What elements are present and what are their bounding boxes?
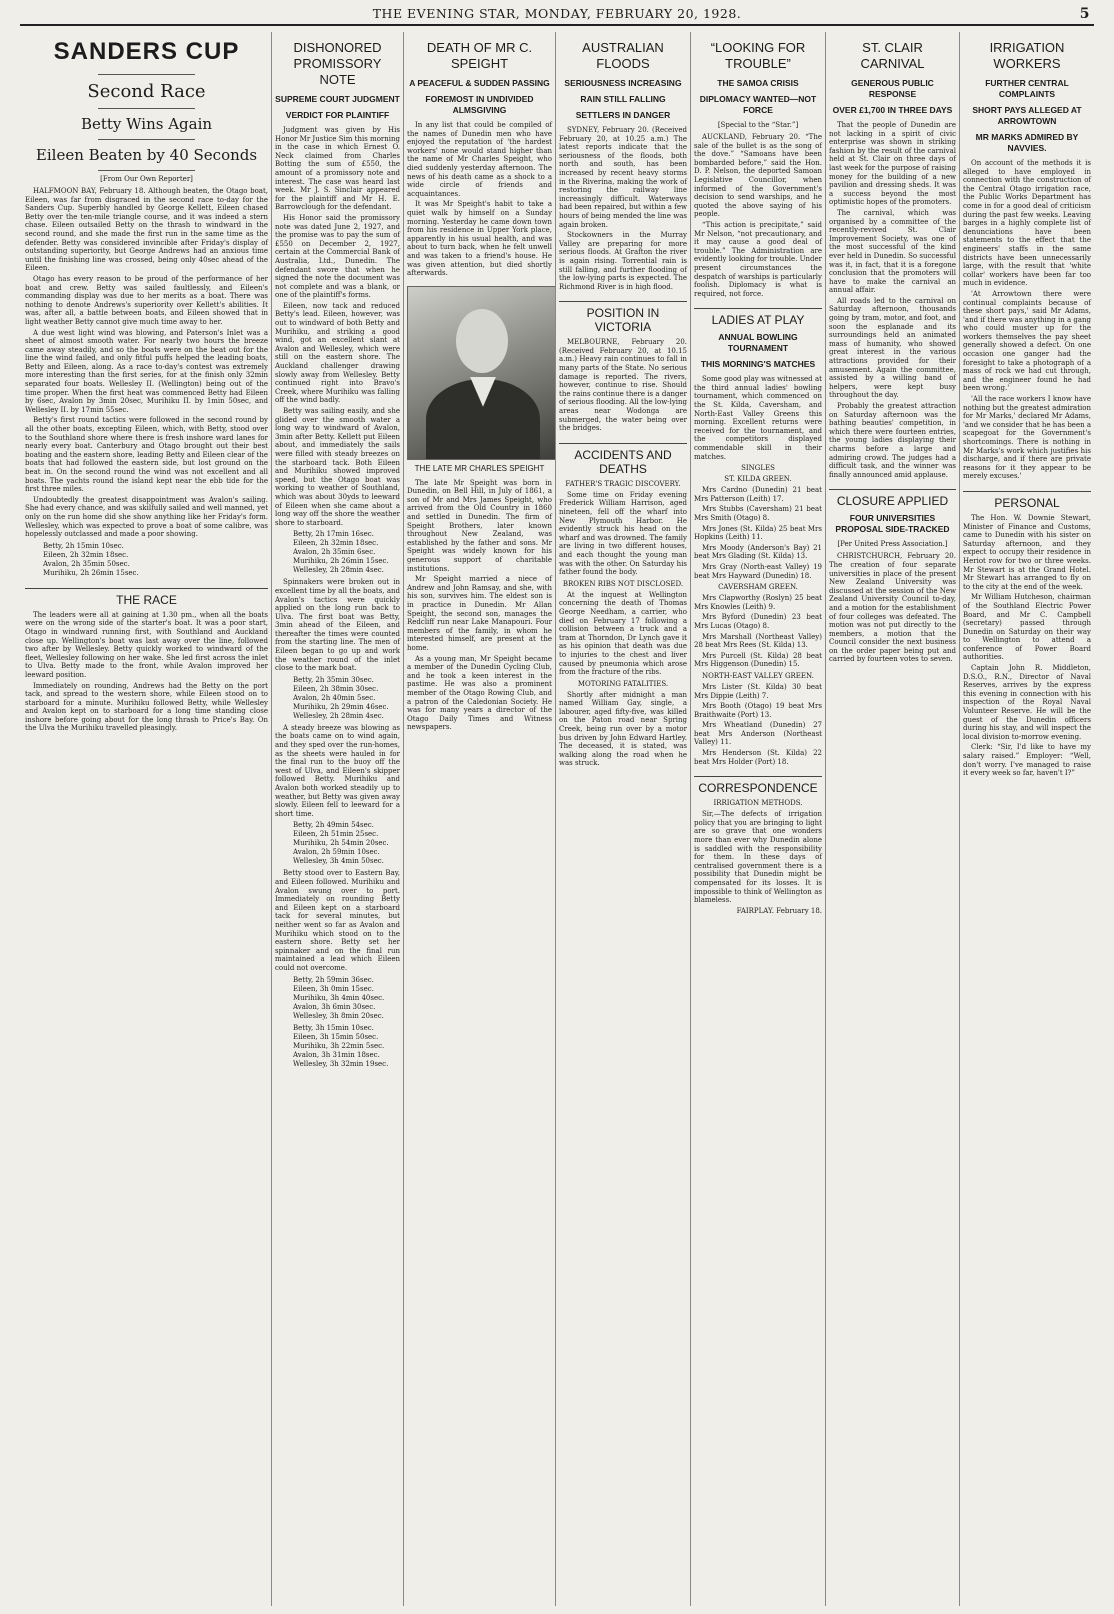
result-item: Mrs Stubbs (Caversham) 21 beat Mrs Smith (Otago) 8. xyxy=(694,505,822,522)
byline: [From Our Own Reporter] xyxy=(100,175,193,183)
race-time: Avalon, 2h 40min 5sec. xyxy=(293,693,376,702)
race-time: Murihiku, 2h 26min 15sec. xyxy=(293,557,389,566)
paragraph: Eileen, now tack and reduced Betty's lead. Eileen, however, was out to windward of both Betty and Murihiku, and striking a good wind, got an excellent slant at Avalon and Wellesley, which were still on the eastern shore. The Auckland challenger drawing slowly away from Wellesley. Betty continued right into Bravo's Creek, where Murihiku was falling off the wind badly. xyxy=(275,301,400,405)
race-time: Murihiku, 3h 22min 5sec. xyxy=(293,1041,385,1050)
race-time: Murihiku, 2h 29min 46sec. xyxy=(293,702,389,711)
race-times-list xyxy=(293,676,400,721)
paragraph: The late Mr Speight was born in Dunedin, on Bell Hill, in July of 1861, a son of Mr and Mrs James Speight, who arrived from the Old Country in 1860 and settled in Dunedin. The firm of Speight Brothers, later known throughout New Zealand, was established by the father and sons. Mr Speight was widely known for his generous support of charitable institutions. xyxy=(407,478,552,573)
paragraph: CHRISTCHURCH, February 20. The creation of four separate universities in place of the present New Zealand University was discussed at the session of the New Zealand University Council to-day, and a motion for the establishment of four colleges was defeated. The motion was not put directly to the members, a motion that the Council consider the next business on the order paper being put and carried by fourteen votes to seven. xyxy=(829,552,956,664)
subhead-almsgiving: FOREMOST IN UNDIVIDED ALMSGIVING xyxy=(425,94,534,115)
subhead-irrigation-methods: IRRIGATION METHODS. xyxy=(713,799,803,808)
race-time: Betty, 2h 15min 10sec. xyxy=(43,541,124,550)
paragraph: As a young man, Mr Speight became a member of the Dunedin Cycling Club, and he took a keen interest in the pastime. He was also a prominent member of the Otago Rowing Club, and a patron of the Caledonian Society. He was for many years a director of the Otago Daily Times and Witness newspapers. xyxy=(407,654,552,732)
headline-st-clair-carnival: ST. CLAIR CARNIVAL xyxy=(860,40,925,71)
race-time: Wellesley, 2h 28min 4sec. xyxy=(293,711,384,720)
subhead-rain-falling: RAIN STILL FALLING xyxy=(580,94,666,104)
article-body xyxy=(275,126,400,527)
paragraph: All roads led to the carnival on Saturday afternoon, thousands going by tram, motor, and foot, and soon the esplanade and its surroundings held an animated mass of humanity, who showed great interest in the various attractions provided for their amusement. Again the committee, assisted by a willing band of helpers, were kept busy throughout the day. xyxy=(829,296,956,400)
race-time: Avalon, 3h 31min 18sec. xyxy=(293,1050,380,1059)
divider xyxy=(98,170,195,171)
article-body xyxy=(963,514,1091,778)
article-body xyxy=(559,591,687,677)
race-time: Eileen, 2h 32min 18sec. xyxy=(43,550,129,559)
result-item: Mrs Booth (Otago) 19 beat Mrs Braithwaite (Port) 13. xyxy=(694,702,822,719)
paragraph: MELBOURNE, February 20. (Received February 20, at 10.15 a.m.) Heavy rain continues to fall in many parts of the State. No serious damage is reported. The rivers, however, continue to rise. Should the rains continue there is a danger of serious flooding. All the low-lying areas near Wodonga are submerged, the water being over the bridges. xyxy=(559,338,687,433)
headline-irrigation-workers: IRRIGATION WORKERS xyxy=(989,40,1065,71)
article-body xyxy=(694,133,822,298)
article-body xyxy=(275,869,400,972)
subhead-peaceful-passing: A PEACEFUL & SUDDEN PASSING xyxy=(409,78,550,88)
section-personal: PERSONAL xyxy=(963,491,1091,510)
subhead-settlers: SETTLERS IN DANGER xyxy=(575,110,671,120)
divider xyxy=(98,139,195,140)
results-list xyxy=(694,486,822,580)
race-times-list xyxy=(293,530,400,575)
section-ladies-at-play: LADIES AT PLAY xyxy=(694,308,822,327)
race-time: Murihiku, 3h 4min 40sec. xyxy=(293,993,385,1002)
paragraph: Probably the greatest attraction on Saturday afternoon was the bathing beauties' competition, in which there were fourteen entries, the young ladies displaying their charms before a large and admiring crowd. The judges had a difficult task, and the winner was finally announced amid applause. xyxy=(829,402,956,479)
article-body xyxy=(559,126,687,291)
race-time: Wellesley, 2h 28min 4sec. xyxy=(293,566,384,575)
race-time: Betty, 2h 49min 54sec. xyxy=(293,821,374,830)
paragraph: “This action is precipitate,” said Mr Nelson, “not precautionary, and it may cause a good deal of trouble.” The Administration are evidently looking for trouble. Under present circumstances the despatch of warships is particularly foolish. Diplomacy is what is required, not force. xyxy=(694,220,823,298)
section-accidents-deaths: ACCIDENTS AND DEATHS xyxy=(559,443,687,476)
subhead-bowling-tournament: ANNUAL BOWLING TOURNAMENT xyxy=(718,332,798,354)
paragraph: Immediately on rounding, Andrews had the Betty on the port tack, and spread to the western shore, while Eileen stood on to starboard for a minute. Murihiku followed Betty, while Wellesley and Avalon kept on to starboard for a long time standing close inshore before going about for the long thrash to Price's Bay. On the Ulva the Murihiku travelled pleasingly. xyxy=(25,681,268,733)
article-body xyxy=(407,121,552,278)
race-times-list xyxy=(43,542,268,578)
race-time: Eileen, 3h 0min 15sec. xyxy=(293,984,374,993)
column-australian-floods xyxy=(556,32,691,1606)
result-item: Mrs Marshall (Northeast Valley) 28 beat Mrs Rees (St. Kilda) 13. xyxy=(694,632,822,650)
result-item: Mrs Moody (Anderson's Bay) 21 beat Mrs Glading (St. Kilda) 13. xyxy=(694,543,822,561)
subhead-caversham-green: CAVERSHAM GREEN. xyxy=(718,583,798,592)
subhead-central-complaints: FURTHER CENTRAL COMPLAINTS xyxy=(985,78,1069,99)
result-item: Mrs Gray (North-east Valley) 19 beat Mrs Hayward (Dunedin) 18. xyxy=(694,562,822,580)
article-body xyxy=(694,375,822,461)
race-time: Murihiku, 2h 26min 15sec. xyxy=(43,568,139,577)
column-st-clair-carnival xyxy=(826,32,960,1606)
subhead-samoa-crisis: THE SAMOA CRISIS xyxy=(717,78,799,88)
race-time: Eileen, 2h 32min 18sec. xyxy=(293,539,379,548)
paragraph: HALFMOON BAY, February 18. Although beaten, the Otago boat, Eileen, was far from disgraced in the second race to-day for the Sanders Cup. Superbly handled by George Kellett, Eileen chased Betty over the ten-mile triangle course, and it was indeed a stern chase. Eileen outsailed Betty on the thrash to windward in the second round, and she made the first run in the same time as the defender. Betty was considered invincible after Friday's display of outstanding superiority, but George Andrews had an anxious time until the finishing line was crossed, being only 40sec ahead of the Eileen. xyxy=(25,187,268,273)
result-item: Mrs Cardno (Dunedin) 21 beat Mrs Patterson (Leith) 17. xyxy=(694,486,822,503)
section-position-victoria: POSITION IN VICTORIA xyxy=(559,301,687,334)
subhead-marks-admired: MR MARKS ADMIRED BY NAVVIES. xyxy=(975,132,1079,153)
race-time: Betty, 2h 35min 30sec. xyxy=(293,675,374,684)
paragraph: Some time on Friday evening Frederick William Harrison, aged nineteen, fell off the wharf into New Plymouth Harbor. He evidently struck his head on the wharf and was drowned. The family are living in two different houses, and each thought the young man was with the other. On Saturday his father found the body. xyxy=(559,490,687,577)
article-body xyxy=(829,552,956,664)
subhead-motoring-fatalities: MOTORING FATALITIES. xyxy=(577,679,669,688)
race-time: Betty, 2h 17min 16sec. xyxy=(293,530,374,539)
column-irrigation-workers xyxy=(960,32,1094,1606)
paragraph: Some good play was witnessed at the third annual ladies' bowling tournament, which commenced on the St. Kilda, Caversham, and North-East Valley Greens this morning. Excellent returns were received for the tournament, and the competitors displayed commendable skill in their matches. xyxy=(694,375,822,461)
portrait-photo xyxy=(407,286,556,460)
section-correspondence: CORRESPONDENCE xyxy=(694,776,822,795)
paragraph: At the inquest at Wellington concerning the death of Thomas George Needham, a carrier, who died on February 17 following a collision between a truck and a tram at Thorndon, Dr Lynch gave it as his opinion that death was due to injuries to the chest and liver caused by pneumonia which arose from the fracture of the ribs. xyxy=(559,590,687,677)
masthead-title: THE EVENING STAR, MONDAY, FEBRUARY 20, 1928. xyxy=(372,6,742,21)
headline-death-speight: DEATH OF MR C. SPEIGHT xyxy=(426,40,533,71)
article-body xyxy=(407,479,552,732)
race-time: Eileen, 3h 15min 50sec. xyxy=(293,1032,379,1041)
paragraph: Otago has every reason to be proud of the performance of her boat and crew. Betty was sailed faultlessly, and Eileen's commanding display was due to her merits as a boat. There was nothing to denote Andrews's superiority over Kellett's abilities. It was, after all, a battle between boats, and Eileen showed that in light weather Betty cannot give much time away to her. xyxy=(25,274,268,326)
subhead-betty-wins: Betty Wins Again xyxy=(80,115,213,133)
paragraph: Stockowners in the Murray Valley are preparing for more serious floods. At Grafton the river is again rising. Torrential rain is still falling, and further flooding of the low-lying parts is expected. The Richmond River is in high flood. xyxy=(559,231,687,291)
result-item: Mrs Lister (St. Kilda) 30 beat Mrs Dippie (Leith) 7. xyxy=(694,682,822,700)
race-times-list xyxy=(293,821,400,866)
article-body xyxy=(559,338,687,433)
race-time: Avalon, 2h 59min 10sec. xyxy=(293,848,380,857)
result-item: Mrs Henderson (St. Kilda) 22 beat Mrs Holder (Port) 18. xyxy=(694,749,822,766)
subhead-over-1700: OVER £1,700 IN THREE DAYS xyxy=(832,105,953,115)
newspaper-columns xyxy=(22,32,1094,1606)
paragraph: Spinnakers were broken out in excellent time by all the boats, and Avalon's tactics were quickly applied on the long run back to Ulva. The first boat was Betty, 3min ahead of the Eileen, and thereafter the times were counted from the starting line. The men of Eileen began to go up and work the weather round of the inlet close to the mark boat. xyxy=(275,578,400,673)
race-time: Eileen, 2h 38min 30sec. xyxy=(293,684,379,693)
race-time: Betty, 2h 59min 36sec. xyxy=(293,975,374,984)
masthead xyxy=(20,4,1094,26)
results-list xyxy=(694,683,822,766)
race-time: Avalon, 2h 35min 50sec. xyxy=(43,559,130,568)
headline-sanders-cup: SANDERS CUP xyxy=(53,38,240,65)
column-samoa-bowling xyxy=(691,32,826,1606)
divider xyxy=(98,74,195,75)
paragraph: Captain John R. Middleton, D.S.O., R.N., Director of Naval Reserves, arrives by the express this evening in connection with his inspection of the Royal Naval Volunteer Reserve. He will be the guest of the Dunedin officers during his stay, and will inspect the local division to-morrow evening. xyxy=(963,664,1091,741)
race-times-list xyxy=(293,976,400,1021)
subhead-eileen-beaten: Eileen Beaten by 40 Seconds xyxy=(35,146,258,164)
paragraph: Judgment was given by His Honor Mr Justice Sim this morning in the case in which Ernest O. Neck claimed from Charles Botting the sum of £550, the amount of a promissory note and interest. The case was heard last week. Mr J. S. Sinclair appeared for the plaintiff and Mr H. E. Barrowclough for the defendant. xyxy=(275,126,400,212)
paragraph: A due west light wind was blowing, and Paterson's Inlet was a sheet of almost smooth water. For nearly two hours the breeze came away steadily, and so the boats were on the beat out for the line the wind failed, and only fitful puffs helped the leading boats, Betty and Eileen, along. As a race to-day's contest was extremely more interesting than the first series, for at the finish only 32min separated four boats. Wellesley II. (Wellington) being out of the time proper. When the first heat was commenced Betty had Eileen by 6sec, Avalon by 3min 20sec, Murihiku II. by 1min 50sec, and Wellesley II. by 17min 55sec. xyxy=(25,328,268,414)
paragraph: Betty stood over to Eastern Bay, and Eileen followed. Murihiku and Avalon swung over to port. Immediately on rounding Betty and Eileen kept on a starboard tack for several minutes, but neither went so far as Avalon and Murihiku which stood on to the eastern shore. Betty set her spinnaker and on the final run maintained a lead which Eileen could not overcome. xyxy=(275,869,400,972)
paragraph: A steady breeze was blowing as the boats came on to wind again, and they sped over the run-homes, as the sheets were hauled in for the final run to the buoy off the west of Ulva, and Eileen's skipper followed Betty. Murihiku and Avalon both worked steadily up to weather, but Betty was given away slowly. Eileen fell to leeward for a short time. xyxy=(275,723,400,818)
result-item: Mrs Clapworthy (Roslyn) 25 beat Mrs Knowles (Leith) 9. xyxy=(694,594,822,611)
article-body xyxy=(275,578,400,673)
subhead-seriousness: SERIOUSNESS INCREASING xyxy=(564,78,682,88)
section-closure-applied: CLOSURE APPLIED xyxy=(829,489,956,508)
paragraph: That the people of Dunedin are not lacking in a spirit of civic enterprise was shown in striking fashion by the result of the carnival held at St. Clair on three days of last week for the purpose of raising money for the building of a new pavilion and dressing sheds. It was a success beyond the most optimistic hopes of the promoters. xyxy=(829,121,956,207)
article-body xyxy=(25,187,268,539)
article-body xyxy=(559,491,687,577)
subhead-st-kilda-green: ST. KILDA GREEN. xyxy=(724,475,792,484)
article-body xyxy=(829,121,956,479)
paragraph: His Honor said the promissory note was dated June 2, 1927, and the promise was to pay the sum of £550 on December 2, 1927, certain at the Commercial Bank of Australia, Ltd., Dunedin. The defendant swore that when he signed the note the document was not complete and was a blank, or one of the plaintiff's forms. xyxy=(275,213,400,300)
paragraph: 'At Arrowtown there were continual complaints because of these short pays,' said Mr Adams, 'and if there was anything in a gang who could muster up for the workers themselves the pay sheet generally showed a defect. On one occasion one ganger had the foresight to take a photograph of a mass of rock we had cut through, and the engineer found he had been wrong.' xyxy=(963,289,1091,393)
article-body xyxy=(25,611,268,733)
press-credit: [Per United Press Association.] xyxy=(837,540,948,549)
paragraph: The carnival, which was organised by a committee of the recently-revived St. Clair Improvement Society, was one of the most successful of the kind ever held in Dunedin. So successful was it, in fact, that it is a foregone conclusion that the promoters will have to make the carnival an annual affair. xyxy=(829,208,956,295)
article-body xyxy=(963,159,1091,481)
subhead-universities-sidetracked: FOUR UNIVERSITIES PROPOSAL SIDE-TRACKED xyxy=(835,513,950,535)
column-promissory-note xyxy=(272,32,404,1606)
paragraph: In any list that could be compiled of the names of Dunedin men who have enjoyed the reputation of 'the hardest workers' none would stand higher than the name of Mr Charles Speight, who died suddenly yesterday afternoon. The news of his death came as a shock to a wide circle of friends and acquaintances. xyxy=(407,121,552,198)
paragraph: Betty's first round tactics were followed in the second round by all the other boats, excepting Eileen, which, with Betty, stood over to the Southland shore where there is fresh inshore ward lanes for nearly every boat. Canterbury and Otago brought out their best boating and the eastern shore, leading Betty and Eileen clear of the boats that had followed the eastern side, but lost ground on the beat in. On the second round the wind was not excellent and all boats. The yachts round the island kept near the ebb tide for the first three miles. xyxy=(25,416,268,494)
page-number: 5 xyxy=(1079,6,1090,22)
subhead-singles: SINGLES xyxy=(741,464,775,473)
race-time: Wellesley, 3h 32min 19sec. xyxy=(293,1059,389,1068)
paragraph: AUCKLAND, February 20. “The sale of the bullet is as the song of the dove.” “Samoans have been bombarded before,” said the Hon. D. P. Nelson, the deported Samoan Legislative Councillor, when informed of the Government's decision to send warships, and he quoted the above saying of his people. xyxy=(694,133,822,219)
paragraph-joke: Clerk: “Sir, I'd like to have my salary raised.” Employer: “Well, don't worry. I've managed to raise it every week so far, haven't I?” xyxy=(963,743,1091,778)
subhead-mornings-matches: THIS MORNING'S MATCHES xyxy=(700,359,816,370)
article-body xyxy=(694,810,822,905)
paragraph: The Hon. W. Downie Stewart, Minister of Finance and Customs, came to Dunedin with his sister on Saturday afternoon, and they expect to occupy their residence in Heriot row for two or three weeks. Mr Stewart is at the Grand Hotel. Mr Stewart has arranged to fly on to the city at the end of the week. xyxy=(963,513,1091,591)
race-time: Eileen, 2h 51min 25sec. xyxy=(293,830,379,839)
paragraph: It was Mr Speight's habit to take a quiet walk by himself on a Sunday morning. Yesterday he came down town from his residence in Upper York place, apparently in his usual health, and was about to turn back, when he felt unwell and was taken to a friend's house. He was given attention, but died shortly afterwards. xyxy=(407,200,552,278)
letter-signature: FAIRPLAY. February 18. xyxy=(736,906,822,915)
paragraph: Shortly after midnight a man named William Gay, single, a labourer, aged fifty-five, was killed on the Paton road near Spring Creek, being run over by a motor bus driven by John Edward Hartley. The deceased, it is stated, was walking along the road when he was struck. xyxy=(559,690,687,768)
results-list xyxy=(694,594,822,669)
paragraph: SYDNEY, February 20. (Received February 20, at 10.25 a.m.) The latest reports indicate that the seriousness of the floods, both north and south, has been increased by recent heavy storms in the Riverina, making the work of restoring the railway line increasingly difficult. Waterways had been repaired, but within a few hours of being mended the line was again broken. xyxy=(559,126,687,229)
divider xyxy=(98,108,195,109)
subhead-north-east-valley-green: NORTH-EAST VALLEY GREEN. xyxy=(702,671,814,680)
paragraph: 'All the race workers I know have nothing but the greatest admiration for Mr Marks,' declared Mr Adams, 'and we consider that he has been a scapegoat for the Government's shortcomings. There is nothing in Mr Marks's work which justifies his discharge, and if there are private reasons for it they appear to be merely excuses.' xyxy=(963,395,1091,481)
race-time: Wellesley, 3h 8min 20sec. xyxy=(293,1011,384,1020)
column-speight-obituary xyxy=(404,32,556,1606)
paragraph: Mr William Hutcheson, chairman of the Southland Electric Power Board, and Mr C. Campbell (secretary) passed through Dunedin on Saturday on their way to Wellington to attend a conference of Power Board authorities. xyxy=(963,593,1091,662)
paragraph: On account of the methods it is alleged to have employed in connection with the construction of the Central Otago irrigation race, the Public Works Department has come in for a good deal of criticism during the past few weeks. Leaving barges in a highly complete list of denunciations have been statements to the effect that the engineers' staffs in the same districts have been unnecessarily large, with the result that 'white collar' workers have been far too much in evidence. xyxy=(963,159,1091,288)
race-time: Avalon, 2h 35min 6sec. xyxy=(293,548,376,557)
article-body xyxy=(559,691,687,768)
subhead-supreme-court: SUPREME COURT JUDGMENT xyxy=(275,94,400,104)
result-item: Mrs Byford (Dunedin) 23 beat Mrs Lucas (Otago) 8. xyxy=(694,613,822,630)
paragraph: Undoubtedly the greatest disappointment was Avalon's sailing. She had every chance, and was skilfully sailed and well manned, yet only on the run home did she show anything like her Friday's form. Wellesley, which was expected to prove a boat of some calibre, was hopelessly outclassed and made a poor showing. xyxy=(25,495,269,539)
article-body xyxy=(275,724,400,819)
result-item: Mrs Purcell (St. Kilda) 28 beat Mrs Higgenson (Dunedin) 15. xyxy=(694,651,822,669)
photo-caption: THE LATE MR CHARLES SPEIGHT xyxy=(414,463,545,473)
headline-looking-for-trouble: “LOOKING FOR TROUBLE” xyxy=(710,40,806,71)
race-time: Betty, 3h 15min 10sec. xyxy=(293,1023,374,1032)
race-time: Murihiku, 2h 54min 20sec. xyxy=(293,839,389,848)
subhead-fathers-discovery: FATHER'S TRAGIC DISCOVERY. xyxy=(565,479,681,488)
headline-dishonored-note: DISHONORED PROMISSORY NOTE xyxy=(293,40,382,87)
race-time: Wellesley, 3h 4min 50sec. xyxy=(293,857,384,866)
subhead-public-response: GENEROUS PUBLIC RESPONSE xyxy=(851,78,934,99)
paragraph: Betty was sailing easily, and she glided over the smooth water a long way to windward of Avalon, 3min after Betty. Kellett put Eileen about, and immediately the sails were filled with steady breezes on the starboard tack. Both Eileen and Murihiku showed improved speed, but the Otago boat was working to weather of Southland, which was about 30yds to leeward of Eileen when she came about a long way off the shore the weather shore to starboard. xyxy=(275,407,400,527)
column-sanders-cup xyxy=(22,32,272,1606)
race-time: Avalon, 3h 6min 30sec. xyxy=(293,1002,376,1011)
subhead-short-pays: SHORT PAYS ALLEGED AT ARROWTOWN xyxy=(972,105,1082,126)
special-credit: [Special to the “Star.”] xyxy=(717,121,799,129)
paragraph: Mr Speight married a niece of Andrew and John Ramsay, and she, with his son, survives him. The eldest son is in practice in Dunedin. Mr Allan Speight, the second son, manages the Redcliff run near Lake Manapouri. Four members of the family, in whom he interested himself, are present at the home. xyxy=(407,575,552,652)
paragraph: Sir,—The defects of irrigation policy that you are bringing to light are so grave that one wonders more than ever why Dunedin alone is saddled with the responsibility for them. In these days of centralised government there is a possibility that Dunedin might be compensated for its losses. It is impossible to think of Wellington as blameless. xyxy=(694,810,822,905)
result-item: Mrs Jones (St. Kilda) 25 beat Mrs Hopkins (Leith) 11. xyxy=(694,524,822,542)
subhead-verdict: VERDICT FOR PLAINTIFF xyxy=(285,110,390,120)
result-item: Mrs Wheatland (Dunedin) 27 beat Mrs Anderson (Northeast Valley) 11. xyxy=(694,721,822,747)
subhead-diplomacy: DIPLOMACY WANTED—NOT FORCE xyxy=(699,94,817,115)
headline-australian-floods: AUSTRALIAN FLOODS xyxy=(582,40,664,71)
paragraph: The leaders were all at gaining at 1.30 pm., when all the boats were on the wrong side of the starter's boat. It was a poor start, Otago in windward running first, with Southland and Auckland close up. Wellington's boat was last away over the line, followed two after by Wellesley. Betty quickly worked to windward of the fleet, Wellesley following on her wake. She led first across the inlet to Ulva. Betty made to the front, while Avalon improved her leeward position. xyxy=(25,610,268,679)
subhead-second-race: Second Race xyxy=(87,81,206,102)
subhead-broken-ribs: BROKEN RIBS NOT DISCLOSED. xyxy=(562,579,684,588)
portrait-head xyxy=(456,309,508,373)
section-the-race: THE RACE xyxy=(25,588,268,607)
race-times-list xyxy=(293,1024,400,1069)
